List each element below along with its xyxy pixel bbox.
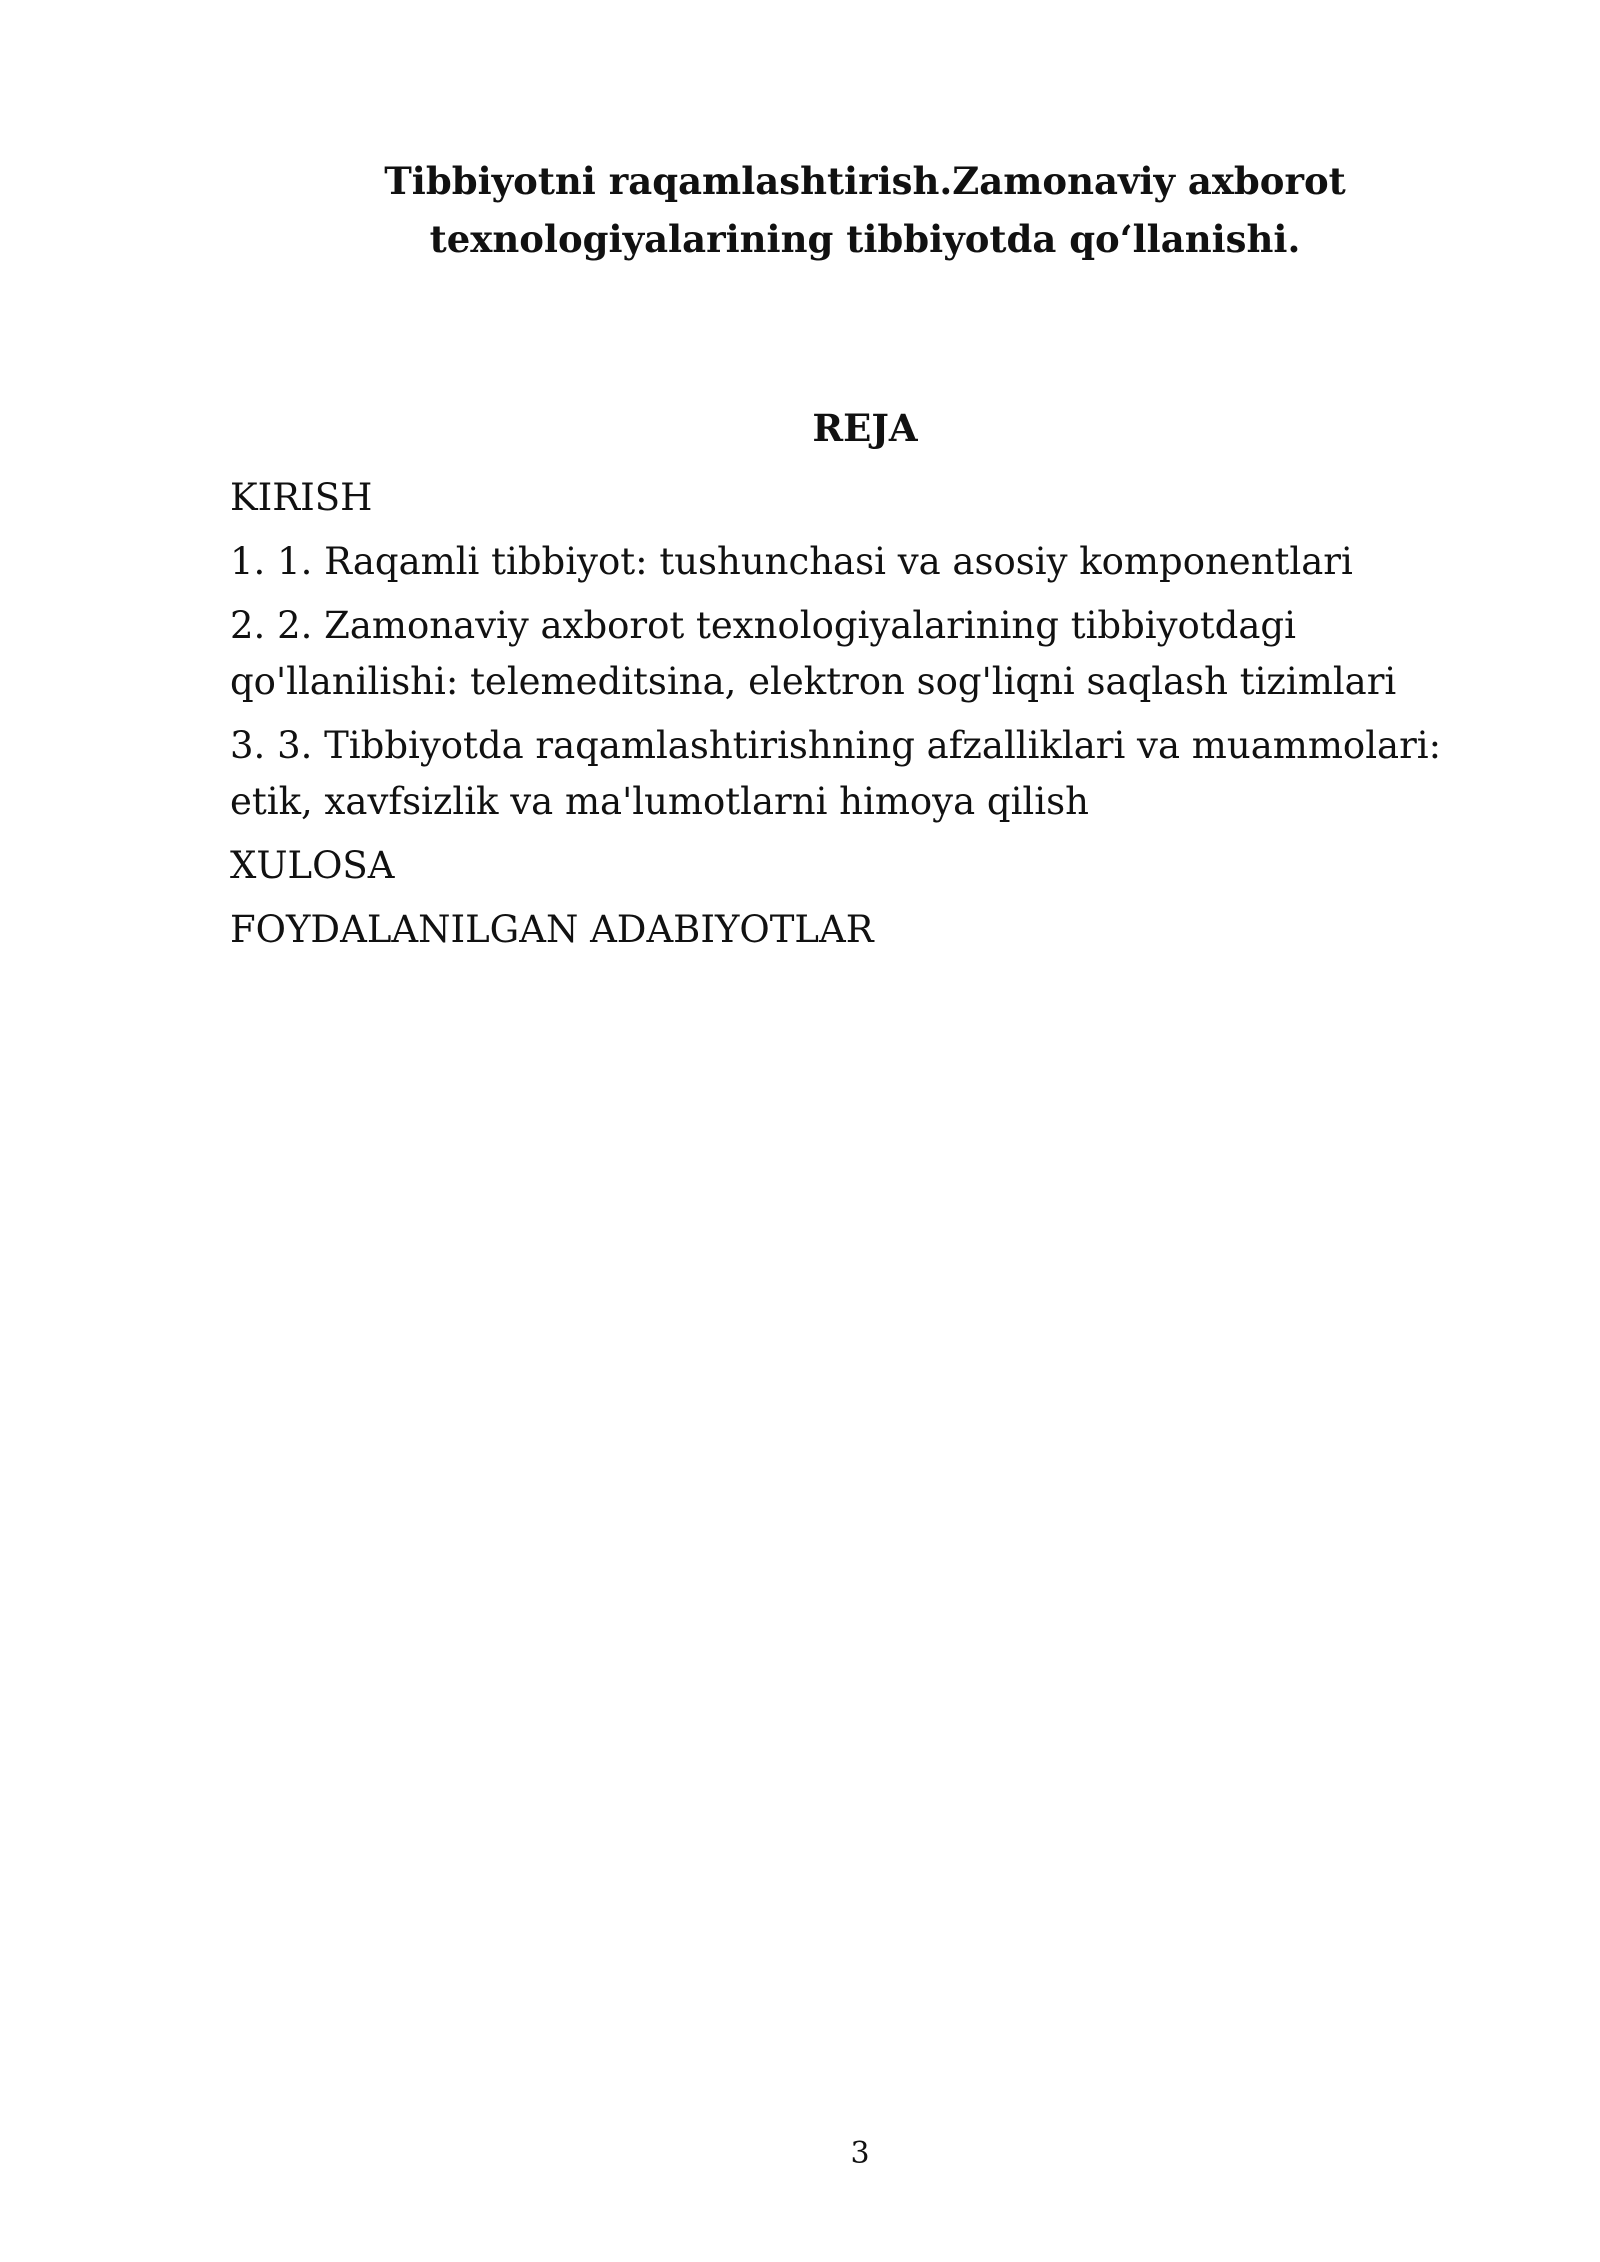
document-title	[230, 152, 1500, 268]
title-line-1: Tibbiyotni raqamlashtirish.Zamonaviy axborot	[384, 159, 1346, 203]
plan-item-3: 3. 3. Tibbiyotda raqamlashtirishning afzalliklari va muammolari: etik, xavfsizlik va ma'lumotlarni himoya qilish	[230, 724, 1442, 823]
plan-item-introduction: KIRISH	[230, 476, 373, 519]
plan-item-conclusion: XULOSA	[230, 844, 395, 887]
plan-heading: REJA	[812, 406, 918, 450]
plan-item-references: FOYDALANILGAN ADABIYOTLAR	[230, 908, 874, 951]
plan-item-2: 2. 2. Zamonaviy axborot texnologiyalarining tibbiyotdagi qo'llanilishi: telemeditsina, elektron sog'liqni saqlash tizimlari	[230, 604, 1397, 703]
plan-list	[230, 470, 1530, 966]
title-line-2: texnologiyalarining tibbiyotda qo‘llanishi.	[429, 217, 1301, 261]
plan-item-1: 1. 1. Raqamli tibbiyot: tushunchasi va asosiy komponentlari	[230, 540, 1353, 583]
page-number: 3	[850, 2136, 870, 2171]
